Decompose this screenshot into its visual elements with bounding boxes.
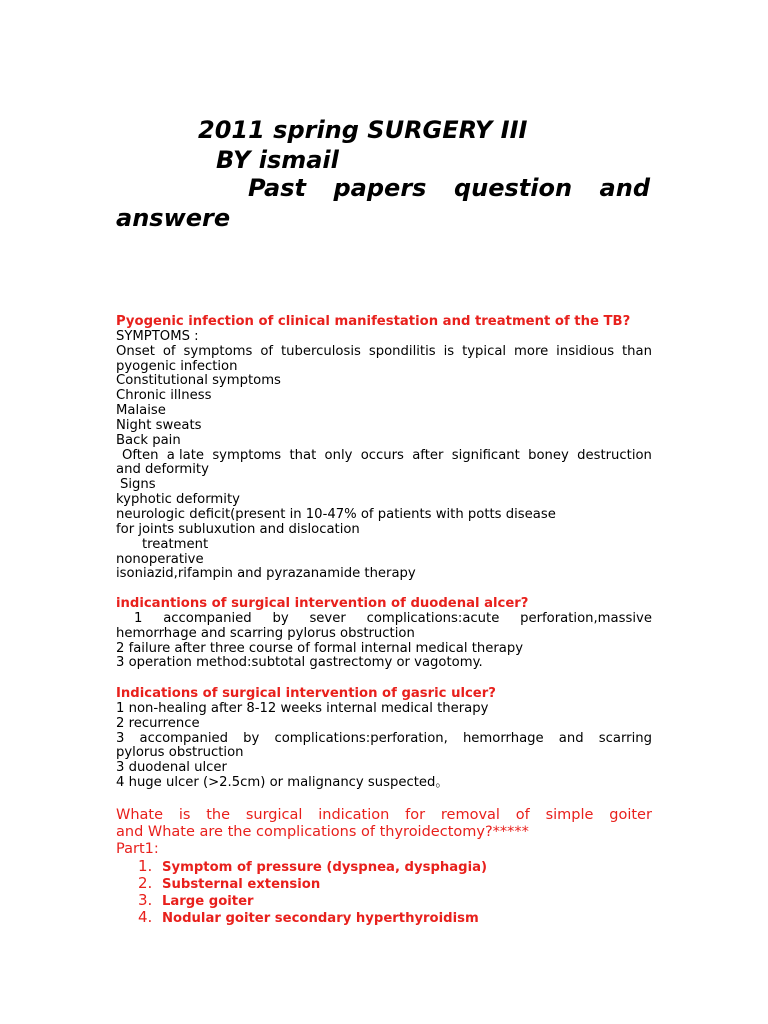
word: simple [545,807,594,823]
list-item: isoniazid,rifampin and pyrazanamide therapy [116,566,416,582]
word: after [412,447,444,463]
title-word: Past [248,174,307,202]
word: boney [528,447,569,463]
list-item: 1 non-healing after 8-12 weeks internal medical therapy [116,700,489,716]
list-item: nonoperative [116,551,204,567]
section-heading: Pyogenic infection of clinical manifestation and treatment of the TB? [116,314,631,329]
list-number: 1. [138,857,153,875]
word: insidious [556,343,615,359]
section-duodenal [116,597,652,671]
list-item [138,858,487,875]
paragraph-line: hemorrhage and scarring pylorus obstruction [116,625,415,641]
word: 3 [116,730,125,746]
word: Often [122,447,159,463]
word: by [243,730,260,746]
list-text: Symptom of pressure (dyspnea, dysphagia) [162,860,488,875]
treatment-label: treatment [142,536,209,552]
section-heading-line2: and Whate are the complications of thyroidectomy?***** [116,824,529,840]
word: of [515,807,530,823]
word: for [405,807,426,823]
list-item: 2 failure after three course of formal internal medical therapy [116,640,524,656]
word: symptoms [183,343,253,359]
word: destruction [577,447,652,463]
word: accompanied [139,730,228,746]
paragraph-line [116,732,652,747]
word: complications:perforation, [274,730,448,746]
list-item: 3 operation method:subtotal gastrectomy or vagotomy. [116,655,483,671]
list-item: kyphotic deformity [116,492,240,508]
title-word: question [453,174,573,202]
word: scarring [598,730,652,746]
list-number: 3. [138,891,153,909]
list-number: 4. [138,908,153,926]
word: is [443,343,455,359]
word: spondilitis [368,343,436,359]
paragraph-line: and deformity [116,462,209,478]
list-item: Malaise [116,403,166,419]
word: than [622,343,652,359]
symptoms-label: SYMPTOMS : [116,328,199,344]
list-item: Constitutional symptoms [116,373,281,389]
list-item: Chronic illness [116,388,212,404]
word: accompanied [163,610,252,626]
word: is [178,807,191,823]
doc-title-author: BY ismail [216,146,339,174]
word: tuberculosis [281,343,361,359]
word: symptoms [212,447,282,463]
word: complications:acute [366,610,500,626]
doc-title-line3 [248,176,650,200]
word: 1 [134,610,143,626]
section-goiter [116,807,652,858]
list-item: 2 recurrence [116,715,200,731]
doc-title-line4: answere [116,204,231,232]
word: sever [309,610,346,626]
list-item [138,892,487,909]
paragraph-line [116,612,652,627]
signs-label: Signs [120,477,156,493]
paragraph-line [116,449,652,464]
title-word: papers [333,174,427,202]
word: hemorrhage [462,730,544,746]
list-item: 4 huge ulcer (>2.5cm) or malignancy suspected。 [116,775,449,791]
word: significant [451,447,520,463]
word: perforation,massive [520,610,652,626]
list-text: Large goiter [162,894,254,909]
word: more [514,343,549,359]
list-item: for joints subluxution and dislocation [116,521,360,537]
list-item: Night sweats [116,417,202,433]
list-item [138,909,487,926]
title-word: and [599,174,650,202]
list-text: Substernal extension [162,877,321,892]
section-tb [116,315,652,582]
list-item [138,875,487,892]
word: surgical [245,807,303,823]
list-text: Nodular goiter secondary hyperthyroidism [162,911,479,926]
section-gastric [116,687,652,791]
list-item: neurologic deficit(present in 10-47% of patients with potts disease [116,506,556,522]
word: that [289,447,317,463]
section-heading: indicantions of surgical intervention of duodenal alcer? [116,596,529,611]
goiter-indications-list [138,858,487,926]
word: Onset [116,343,155,359]
part-label: Part1: [116,841,159,857]
word: typical [462,343,507,359]
word: occurs [360,447,404,463]
paragraph-line [116,345,652,360]
paragraph-line: pyogenic infection [116,358,238,374]
list-item: 3 duodenal ulcer [116,760,227,776]
word: the [206,807,231,823]
word: goiter [609,807,652,823]
word: by [272,610,289,626]
doc-title-line1: 2011 spring SURGERY III [198,116,528,144]
word: only [324,447,353,463]
list-item: Back pain [116,432,181,448]
word: removal [440,807,500,823]
section-heading [116,807,652,824]
word: a late [166,447,205,463]
word: Whate [116,807,164,823]
list-number: 2. [138,874,153,892]
word: of [260,343,274,359]
word: indication [318,807,390,823]
section-heading: Indications of surgical intervention of gasric ulcer? [116,686,496,701]
word: and [558,730,584,746]
word: of [162,343,176,359]
paragraph-line: pylorus obstruction [116,745,244,761]
